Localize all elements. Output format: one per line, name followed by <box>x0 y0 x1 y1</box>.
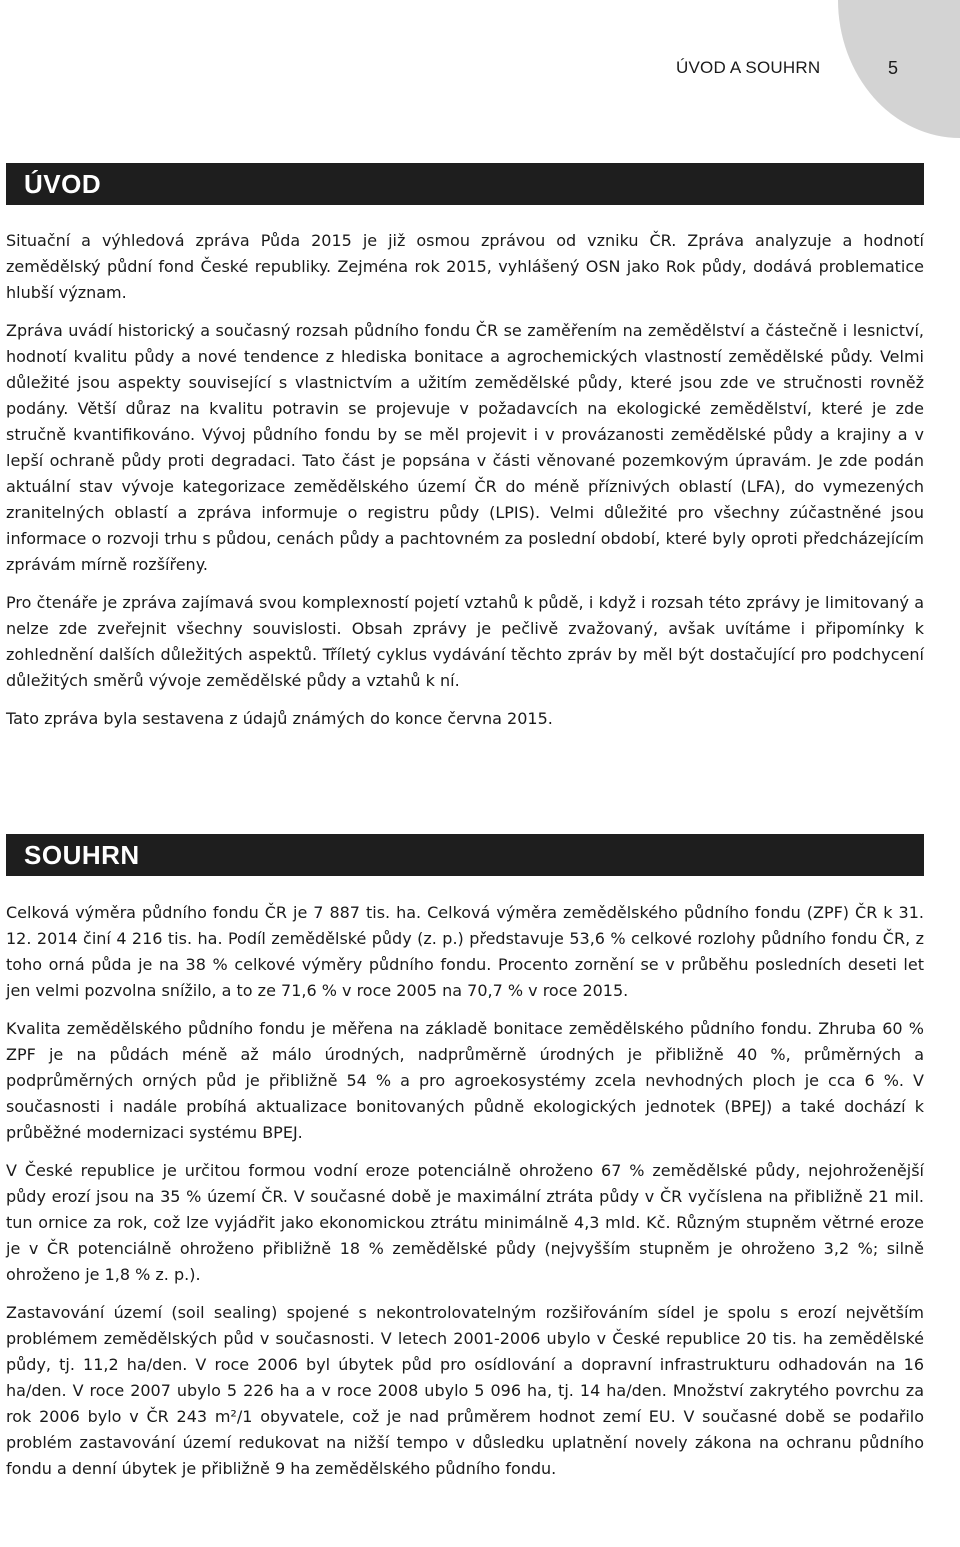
souhrn-paragraph-1: Celková výměra půdního fondu ČR je 7 887 tis. ha. Celková výměra zemědělského půdního fondu (ZPF) ČR k 31. 12. 2014 činí 4 216 tis. ha. Podíl zemědělské půdy (z. p.) představuje 53,6 % celkové rozlohy půdního fondu ČR, z toho orná půda je na 38 % celkové výměry půdního fondu. Procento zornění se v průběhu posledních deseti let jen velmi pozvolna snížilo, a to ze 71,6 % v roce 2005 na 70,7 % v roce 2015. <box>6 903 924 1000</box>
corner-tab-decoration <box>838 0 960 138</box>
page-number: 5 <box>888 58 899 78</box>
souhrn-body <box>6 900 924 1482</box>
souhrn-paragraph-3: V České republice je určitou formou vodní eroze potenciálně ohroženo 67 % zemědělské půdy, nejohroženější půdy erozí jsou na 35 % území ČR. V současné době je maximální ztráta půdy v ČR vyčíslena na přibližně 21 mil. tun ornice za rok, což lze vyjádřit jako ekonomickou ztrátu minimálně 4,3 mld. Kč. Různým stupněm větrné eroze je v ČR potenciálně ohroženo přibližně 18 % zemědělské půdy (nejvyšším stupněm je ohroženo 3,2 %; silně ohroženo je 1,8 % z. p.). <box>6 1161 924 1284</box>
uvod-paragraph-4: Tato zpráva byla sestavena z údajů známých do konce června 2015. <box>6 709 553 728</box>
section-bar-souhrn <box>6 834 924 876</box>
uvod-paragraph-2: Zpráva uvádí historický a současný rozsah půdního fondu ČR se zaměřením na zemědělství a částečně i lesnictví, hodnotí kvalitu půdy a nové tendence z hlediska bonitace a agrochemických vlastností zemědělské půdy. Velmi důležité jsou aspekty související s vlastnictvím a užitím zemědělské půdy, které jsou zde ve stručnosti rovněž podány. Větší důraz na kvalitu potravin se projevuje v požadavcích na ekologické zemědělství, které je zde stručně kvantifikováno. Vývoj půdního fondu by se měl projevit i v provázanosti zemědělské půdy a krajiny a v lepší ochraně půdy proti degradaci. Tato část je popsána v části věnované pozemkovým úpravám. Je zde podán aktuální stav vývoje kategorizace zemědělského území ČR do méně příznivých oblastí (LFA), do vymezených zranitelných oblastí a zpráva informuje o registru půdy (LPIS). Velmi důležité pro všechny zúčastněné jsou informace o rozvoji trhu s půdou, cenách půdy a pachtovném za poslední období, které byly oproti předcházejícím zprávám mírně rozšířeny. <box>6 321 924 574</box>
uvod-paragraph-3: Pro čtenáře je zpráva zajímavá svou komplexností pojetí vztahů k půdě, i když i rozsah této zprávy je limitovaný a nelze zde zveřejnit všechny souvislosti. Obsah zprávy je pečlivě zvažovaný, avšak uvítáme i připomínky k zohlednění dalších důležitých aspektů. Tříletý cyklus vydávání těchto zpráv by měl být dostačující pro podchycení důležitých směrů vývoje zemědělské půdy a vztahů k ní. <box>6 593 924 690</box>
souhrn-paragraph-2: Kvalita zemědělského půdního fondu je měřena na základě bonitace zemědělského půdního fondu. Zhruba 60 % ZPF je na půdách méně až málo úrodných, nadprůměrně úrodných je přibližně 40 %, průměrných a podprůměrných orných půd je přibližně 54 % a pro agroekosystémy zcela nevhodných ploch je cca 6 %. V současnosti i nadále probíhá aktualizace bonitovaných půdně ekologických jednotek (BPEJ) a také dochází k průběžné modernizaci systému BPEJ. <box>6 1019 924 1142</box>
souhrn-paragraph-4: Zastavování území (soil sealing) spojené s nekontrolovatelným rozšiřováním sídel je spolu s erozí největším problémem zemědělských půd v současnosti. V letech 2001-2006 ubylo v České republice 20 tis. ha zemědělské půdy, tj. 11,2 ha/den. V roce 2006 byl úbytek půd pro osídlování a dopravní infrastrukturu odhadován na 16 ha/den. V roce 2007 ubylo 5 226 ha a v roce 2008 ubylo 5 096 ha, tj. 14 ha/den. Množství zakrytého povrchu za rok 2006 bylo v ČR 243 m²/1 obyvatele, což je nad průměrem hodnot zemí EU. V současné době se podařilo problém zastavování území redukovat na nižší tempo v důsledku uplatnění novely zákona na ochranu půdního fondu a denní úbytek je přibližně 9 ha zemědělského půdního fondu. <box>6 1303 924 1478</box>
section-title-uvod: ÚVOD <box>24 169 102 199</box>
section-title-souhrn: SOUHRN <box>24 840 140 870</box>
uvod-paragraph-1: Situační a výhledová zpráva Půda 2015 je již osmou zprávou od vzniku ČR. Zpráva analyzuje a hodnotí zemědělský půdní fond České republiky. Zejména rok 2015, vyhlášený OSN jako Rok půdy, dodává problematice hlubší význam. <box>6 231 924 302</box>
running-header: ÚVOD A SOUHRN <box>676 58 821 77</box>
section-bar-uvod <box>6 163 924 205</box>
uvod-body <box>6 228 924 732</box>
